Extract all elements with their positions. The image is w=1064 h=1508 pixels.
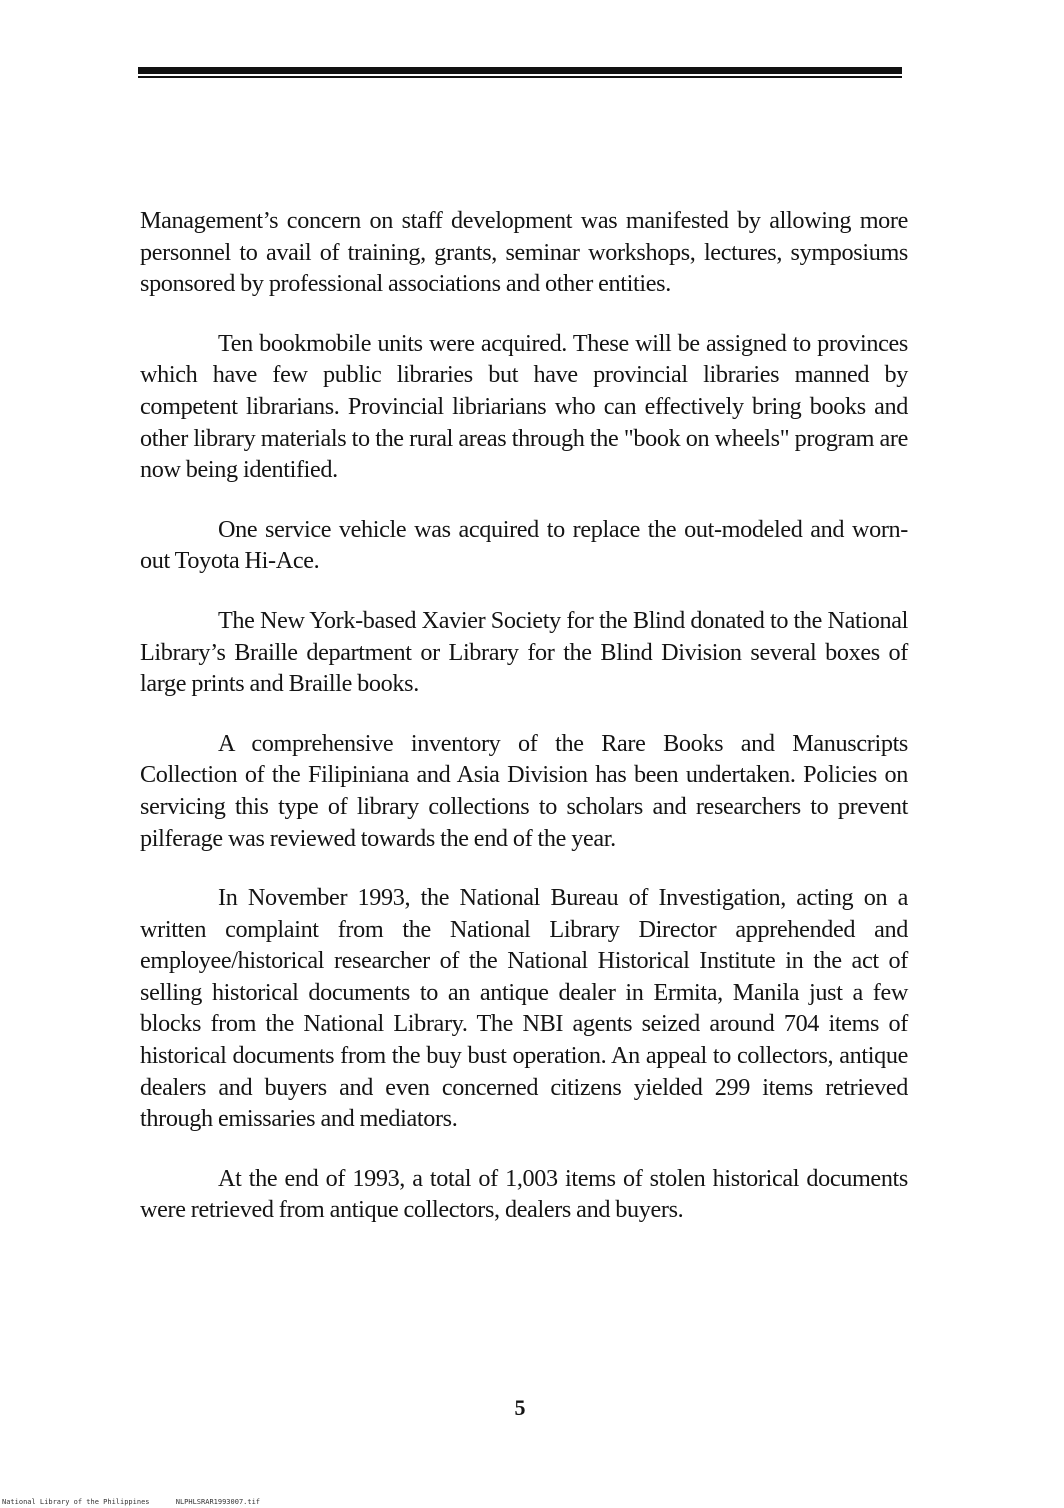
footer-source: National Library of the Philippines (2, 1498, 150, 1506)
body-text (140, 205, 908, 1254)
paragraph-retrieved-total: At the end of 1993, a total of 1,003 items of stolen historical documents were retrieved from antique collectors, dealers and buyers. (140, 1164, 908, 1224)
paragraph-staff-development: Management’s concern on staff development was manifested by allowing more personnel to avail of training, grants, seminar workshops, lectures, symposiums sponsored by professional associations and other entities. (140, 207, 908, 298)
paragraph-service-vehicle: One service vehicle was acquired to replace the out-modeled and worn-out Toyota Hi-Ace. (140, 515, 908, 575)
paragraph-braille-donation: The New York-based Xavier Society for the Blind donated to the National Library’s Braille department or Library for the Blind Division several boxes of large prints and Braille books. (140, 606, 908, 698)
paragraph-rare-books-inventory: A comprehensive inventory of the Rare Books and Manuscripts Collection of the Filipiniana and Asia Division has been undertaken. Policies on servicing this type of library collections to scholars and researchers to prevent pilferage was reviewed towards the end of the year. (140, 729, 908, 852)
header-rule-thin (138, 76, 902, 78)
paragraph-bookmobile: Ten bookmobile units were acquired. These will be assigned to provinces which have few public libraries but have provincial libraries manned by competent librarians. Provincial libriarians who can effectively bring books and other library materials to the rural areas through the "book on wheels" program are now being identified. (140, 329, 908, 484)
paragraph-nbi-investigation: In November 1993, the National Bureau of Investigation, acting on a written complaint from the National Library Director apprehended and employee/historical researcher of the National Historical Institute in the act of selling historical documents to an antique dealer in Ermita, Manila just a few blocks from the National Library. The NBI agents seized around 704 items of historical documents from the buy bust operation. An appeal to collectors, antique dealers and buyers and even concerned citizens yielded 299 items retrieved through emissaries and mediators. (140, 884, 908, 1133)
header-rule-thick (138, 67, 902, 74)
scan-footer (2, 1498, 282, 1506)
page-number: 5 (514, 1395, 526, 1420)
footer-filename: NLPHLSRAR1993007.tif (175, 1498, 261, 1506)
